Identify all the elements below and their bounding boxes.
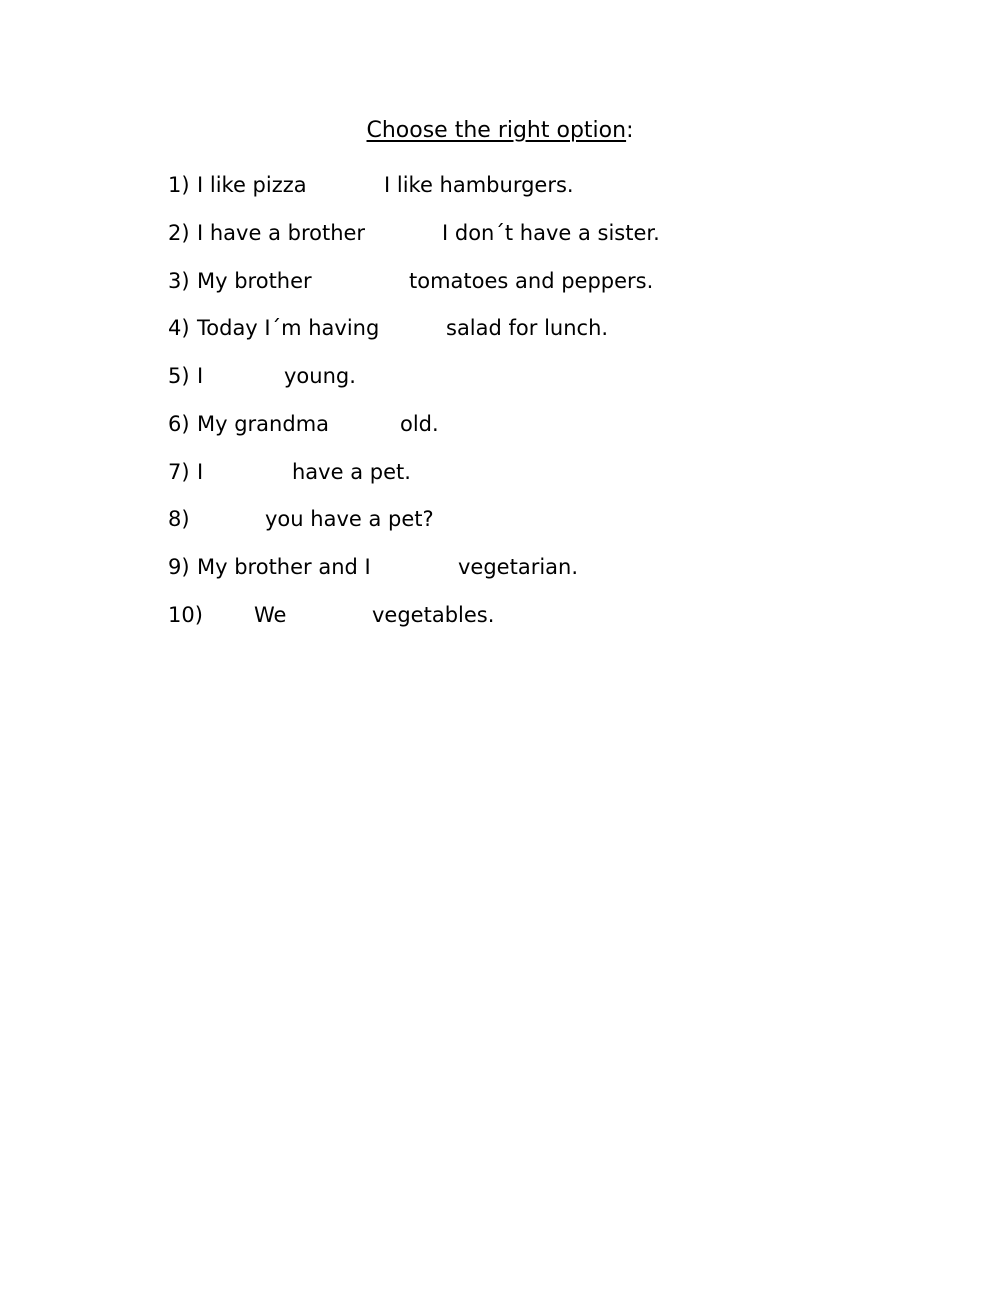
item-number: 1) <box>168 173 190 197</box>
sentence-start: I have a brother <box>197 221 366 245</box>
sentence-end: I like hamburgers. <box>384 173 574 197</box>
exercise-line-9 <box>168 552 768 582</box>
sentence-start: I like pizza <box>197 173 307 197</box>
sentence-end: young. <box>284 364 356 388</box>
sentence-end: vegetarian. <box>458 555 579 579</box>
sentence-end: old. <box>400 412 439 436</box>
title-colon: : <box>626 118 634 143</box>
sentence-start: My brother <box>197 269 312 293</box>
item-number: 7) <box>168 460 190 484</box>
item-number: 3) <box>168 269 190 293</box>
exercise-line-1 <box>168 170 768 200</box>
item-number: 5) <box>168 364 190 388</box>
sentence-start: My grandma <box>197 412 330 436</box>
exercise-line-4 <box>168 313 768 343</box>
sentence-end: salad for lunch. <box>446 316 609 340</box>
exercise-line-8 <box>168 504 768 534</box>
sentence-start: My brother and I <box>197 555 371 579</box>
sentence-start: Today I´m having <box>197 316 380 340</box>
exercise-line-10 <box>168 600 768 630</box>
item-number: 6) <box>168 412 190 436</box>
exercise-line-5 <box>168 361 768 391</box>
worksheet-title <box>0 116 1000 146</box>
item-number: 10) <box>168 603 203 627</box>
item-number: 8) <box>168 507 190 531</box>
exercise-line-2 <box>168 218 768 248</box>
exercise-line-6 <box>168 409 768 439</box>
title-text: Choose the right option <box>366 118 627 143</box>
sentence-start: I <box>197 460 204 484</box>
item-number: 2) <box>168 221 190 245</box>
sentence-end: tomatoes and peppers. <box>409 269 654 293</box>
item-number: 4) <box>168 316 190 340</box>
exercise-line-3 <box>168 266 768 296</box>
sentence-end: you have a pet? <box>265 507 434 531</box>
item-number: 9) <box>168 555 190 579</box>
sentence-end: I don´t have a sister. <box>442 221 660 245</box>
sentence-end: have a pet. <box>292 460 411 484</box>
sentence-start: I <box>197 364 204 388</box>
sentence-end: vegetables. <box>372 603 495 627</box>
sentence-start: We <box>254 603 287 627</box>
exercise-line-7 <box>168 457 768 487</box>
